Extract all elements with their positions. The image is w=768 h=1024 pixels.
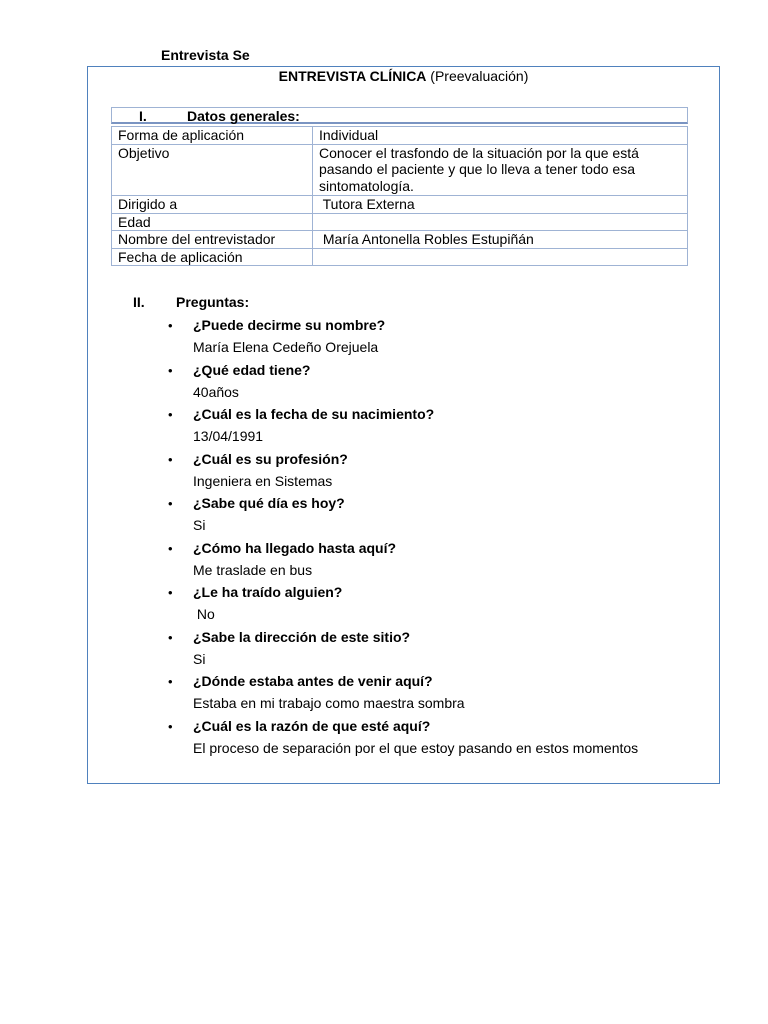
table-row bbox=[112, 248, 688, 266]
question-text: ¿Cuál es su profesión? bbox=[193, 450, 348, 467]
list-item bbox=[168, 540, 708, 585]
question-text: ¿Sabe qué día es hoy? bbox=[193, 495, 345, 511]
table-row bbox=[112, 213, 688, 231]
list-item bbox=[168, 362, 708, 407]
table-row bbox=[112, 144, 688, 196]
row-label: Nombre del entrevistador bbox=[112, 231, 313, 249]
question-text: ¿Cuál es la fecha de su nacimiento? bbox=[193, 406, 435, 422]
answer-text: Si bbox=[193, 650, 206, 667]
answer-text: María Elena Cedeño Orejuela bbox=[193, 339, 379, 355]
section-number: II. bbox=[133, 294, 145, 310]
question-text: ¿Puede decirme su nombre? bbox=[193, 317, 386, 333]
list-item bbox=[168, 584, 708, 629]
answer-text: 40años bbox=[193, 383, 239, 400]
answer-text: 13/04/1991 bbox=[193, 428, 264, 444]
row-value bbox=[313, 213, 688, 231]
row-value: Tutora Externa bbox=[313, 196, 688, 214]
questions-list bbox=[168, 317, 708, 762]
section-number: I. bbox=[139, 108, 147, 124]
question-text: ¿Qué edad tiene? bbox=[193, 361, 311, 378]
list-item bbox=[168, 406, 708, 451]
question-text: ¿Cuál es la razón de que esté aquí? bbox=[193, 717, 431, 734]
bullet-icon: • bbox=[168, 540, 173, 556]
answer-text: Estaba en mi trabajo como maestra sombra bbox=[193, 695, 465, 711]
row-value: Conocer el trasfondo de la situación por la que está pasando el paciente y que lo lleva a tener todo esa sintomatología. bbox=[313, 144, 688, 196]
bullet-icon: • bbox=[168, 674, 173, 689]
bullet-icon: • bbox=[168, 407, 173, 422]
answer-text: Me traslade en bus bbox=[193, 561, 313, 578]
answer-text: El proceso de separación por el que estoy pasando en estos momentos bbox=[193, 739, 639, 756]
row-value: María Antonella Robles Estupiñán bbox=[313, 231, 688, 249]
row-label: Fecha de aplicación bbox=[112, 248, 313, 266]
bullet-icon: • bbox=[168, 496, 173, 511]
section-general-data-header bbox=[111, 107, 688, 124]
question-text: ¿Le ha traído alguien? bbox=[193, 584, 343, 600]
general-data-table bbox=[111, 126, 688, 266]
table-row bbox=[112, 127, 688, 145]
bullet-icon: • bbox=[168, 318, 173, 333]
list-item bbox=[168, 495, 708, 540]
title-subtitle: (Preevaluación) bbox=[426, 68, 529, 84]
bullet-icon: • bbox=[168, 451, 173, 467]
document-title bbox=[88, 68, 719, 84]
row-label: Forma de aplicación bbox=[112, 127, 313, 145]
document-heading: Entrevista Se bbox=[161, 47, 250, 63]
list-item bbox=[168, 673, 708, 718]
bullet-icon: • bbox=[168, 718, 173, 734]
question-text: ¿Sabe la dirección de este sitio? bbox=[193, 628, 411, 645]
row-value bbox=[313, 248, 688, 266]
row-label: Dirigido a bbox=[112, 196, 313, 214]
bullet-icon: • bbox=[168, 362, 173, 378]
answer-text: Si bbox=[193, 517, 206, 533]
section-title: Datos generales: bbox=[187, 108, 300, 124]
table-row bbox=[112, 231, 688, 249]
bullet-icon: • bbox=[168, 585, 173, 600]
list-item bbox=[168, 629, 708, 674]
list-item bbox=[168, 317, 708, 362]
title-main: ENTREVISTA CLÍNICA bbox=[278, 68, 427, 84]
row-label: Objetivo bbox=[112, 144, 313, 196]
question-text: ¿Cómo ha llegado hasta aquí? bbox=[193, 539, 397, 556]
answer-text: No bbox=[193, 606, 215, 622]
row-label: Edad bbox=[112, 213, 313, 231]
interview-frame bbox=[87, 66, 720, 784]
table-row bbox=[112, 196, 688, 214]
list-item bbox=[168, 451, 708, 496]
question-text: ¿Dónde estaba antes de venir aquí? bbox=[193, 673, 433, 689]
answer-text: Ingeniera en Sistemas bbox=[193, 472, 333, 489]
list-item bbox=[168, 718, 708, 763]
row-value: Individual bbox=[313, 127, 688, 145]
section-title: Preguntas: bbox=[176, 294, 250, 310]
bullet-icon: • bbox=[168, 629, 173, 645]
